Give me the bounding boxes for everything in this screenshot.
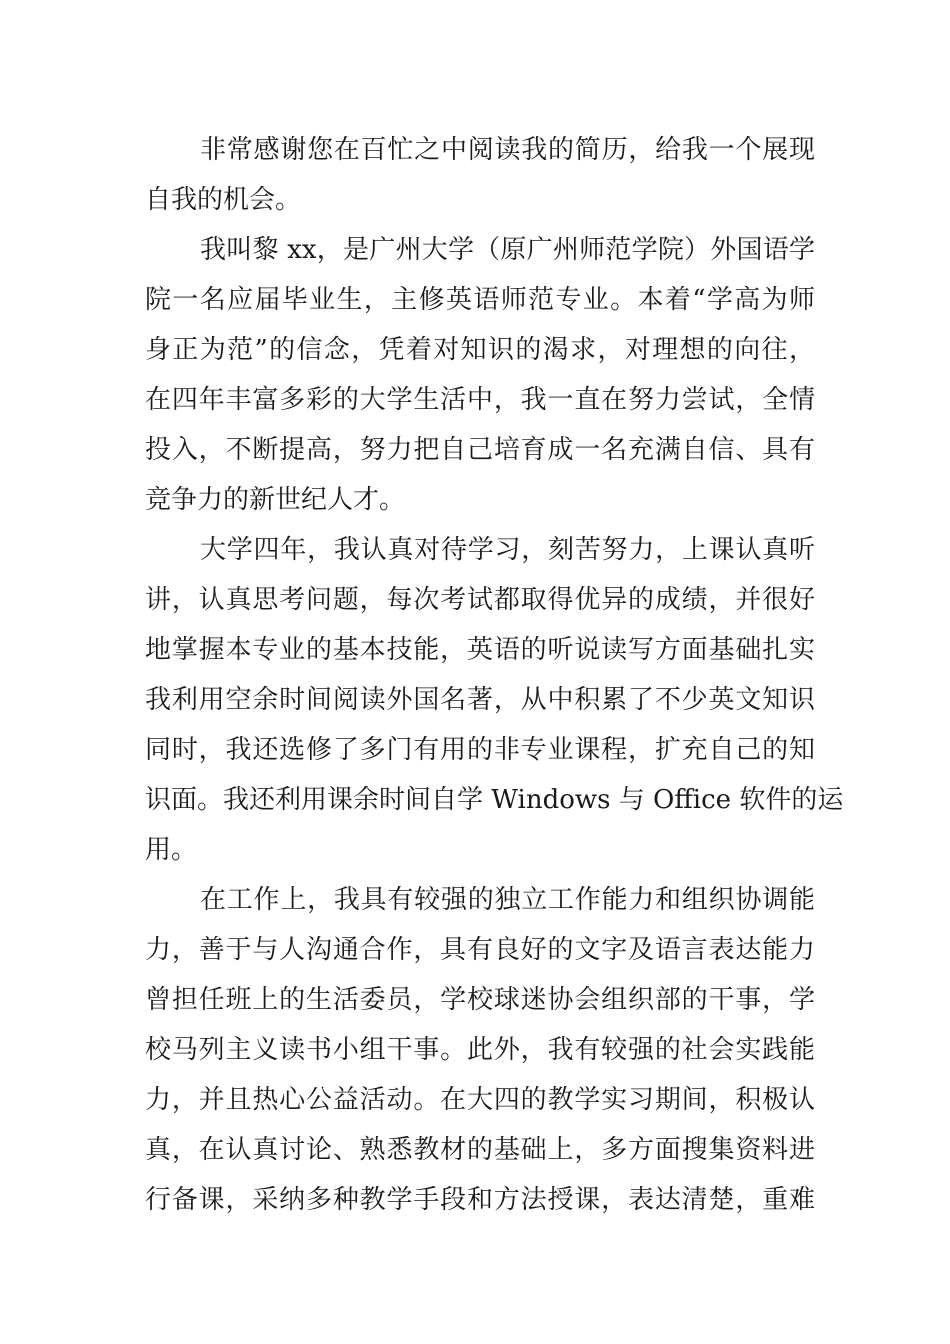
paragraph-4-line-4: 校马列主义读书小组干事。此外，我有较强的社会实践能 [145,1035,815,1065]
paragraph-1-line-2: 自我的机会。 [145,185,302,215]
paragraph-2-line-3: 身正为范”的信念，凭着对知识的渴求，对理想的向往， [145,335,815,365]
paragraph-2-line-5: 投入，不断提高，努力把自己培育成一名充满自信、具有 [145,435,815,465]
paragraph-4-line-2: 力，善于与人沟通合作，具有良好的文字及语言表达能力 [145,935,815,965]
paragraph-4-line-6: 真，在认真讨论、熟悉教材的基础上，多方面搜集资料进 [145,1135,815,1165]
paragraph-4-line-1: 在工作上，我具有较强的独立工作能力和组织协调能 [200,885,815,915]
paragraph-4-line-7: 行备课，采纳多种教学手段和方法授课，表达清楚，重难 [145,1185,815,1215]
paragraph-2-line-6: 竞争力的新世纪人才。 [145,485,406,515]
paragraph-3-line-3: 地掌握本专业的基本技能，英语的听说读写方面基础扎实 [145,635,815,665]
paragraph-3-line-2: 讲，认真思考问题，每次考试都取得优异的成绩，并很好 [145,585,815,615]
paragraph-3-line-6: 识面。我还利用课余时间自学 Windows 与 Office 软件的运 [145,785,844,815]
paragraph-1-line-1: 非常感谢您在百忙之中阅读我的简历，给我一个展现 [200,135,815,165]
paragraph-4-line-3: 曾担任班上的生活委员，学校球迷协会组织部的干事，学 [145,985,815,1015]
paragraph-2-line-4: 在四年丰富多彩的大学生活中，我一直在努力尝试，全情 [145,385,815,415]
paragraph-3-line-7: 用。 [145,835,198,865]
paragraph-3-line-4: 我利用空余时间阅读外国名著，从中积累了不少英文知识 [145,685,815,715]
paragraph-3-line-1: 大学四年，我认真对待学习，刻苦努力，上课认真听 [200,535,815,565]
paragraph-4-line-5: 力，并且热心公益活动。在大四的教学实习期间，积极认 [145,1085,815,1115]
paragraph-3-line-5: 同时，我还选修了多门有用的非专业课程，扩充自己的知 [145,735,815,765]
paragraph-2-line-2: 院一名应届毕业生，主修英语师范专业。本着“学高为师 [145,285,815,315]
paragraph-2-line-1: 我叫黎 xx，是广州大学（原广州师范学院）外国语学 [200,235,815,265]
